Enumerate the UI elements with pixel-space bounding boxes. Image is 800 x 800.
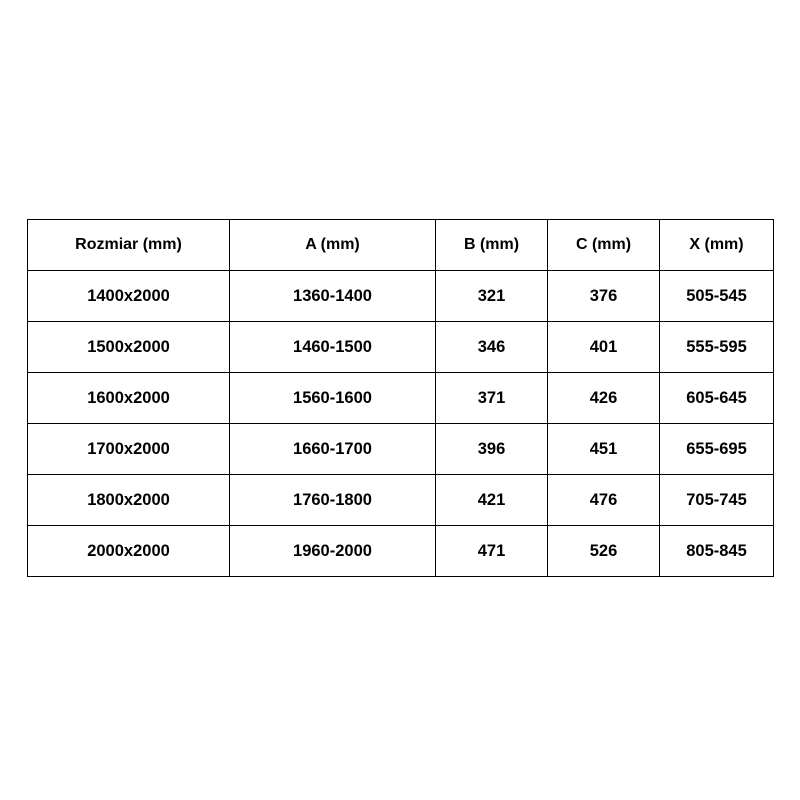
cell-a: 1560-1600 xyxy=(230,373,436,424)
cell-a: 1460-1500 xyxy=(230,322,436,373)
cell-x: 805-845 xyxy=(660,526,774,577)
table-row xyxy=(28,424,774,475)
cell-a: 1660-1700 xyxy=(230,424,436,475)
cell-x: 555-595 xyxy=(660,322,774,373)
cell-x: 605-645 xyxy=(660,373,774,424)
table-row xyxy=(28,322,774,373)
table-row xyxy=(28,271,774,322)
cell-x: 505-545 xyxy=(660,271,774,322)
table-row xyxy=(28,373,774,424)
cell-rozmiar: 1400x2000 xyxy=(28,271,230,322)
specification-table-container xyxy=(27,219,773,577)
cell-rozmiar: 1700x2000 xyxy=(28,424,230,475)
cell-a: 1760-1800 xyxy=(230,475,436,526)
cell-b: 346 xyxy=(436,322,548,373)
column-header-rozmiar: Rozmiar (mm) xyxy=(28,220,230,271)
cell-x: 705-745 xyxy=(660,475,774,526)
column-header-c: C (mm) xyxy=(548,220,660,271)
cell-a: 1360-1400 xyxy=(230,271,436,322)
cell-x: 655-695 xyxy=(660,424,774,475)
cell-c: 526 xyxy=(548,526,660,577)
cell-b: 421 xyxy=(436,475,548,526)
column-header-x: X (mm) xyxy=(660,220,774,271)
cell-b: 371 xyxy=(436,373,548,424)
cell-c: 451 xyxy=(548,424,660,475)
cell-b: 471 xyxy=(436,526,548,577)
cell-b: 321 xyxy=(436,271,548,322)
cell-b: 396 xyxy=(436,424,548,475)
specification-table xyxy=(27,219,774,577)
table-header-row xyxy=(28,220,774,271)
cell-rozmiar: 2000x2000 xyxy=(28,526,230,577)
column-header-a: A (mm) xyxy=(230,220,436,271)
cell-rozmiar: 1800x2000 xyxy=(28,475,230,526)
table-row xyxy=(28,475,774,526)
cell-c: 476 xyxy=(548,475,660,526)
cell-c: 401 xyxy=(548,322,660,373)
cell-a: 1960-2000 xyxy=(230,526,436,577)
cell-rozmiar: 1500x2000 xyxy=(28,322,230,373)
cell-c: 426 xyxy=(548,373,660,424)
cell-rozmiar: 1600x2000 xyxy=(28,373,230,424)
cell-c: 376 xyxy=(548,271,660,322)
table-row xyxy=(28,526,774,577)
column-header-b: B (mm) xyxy=(436,220,548,271)
